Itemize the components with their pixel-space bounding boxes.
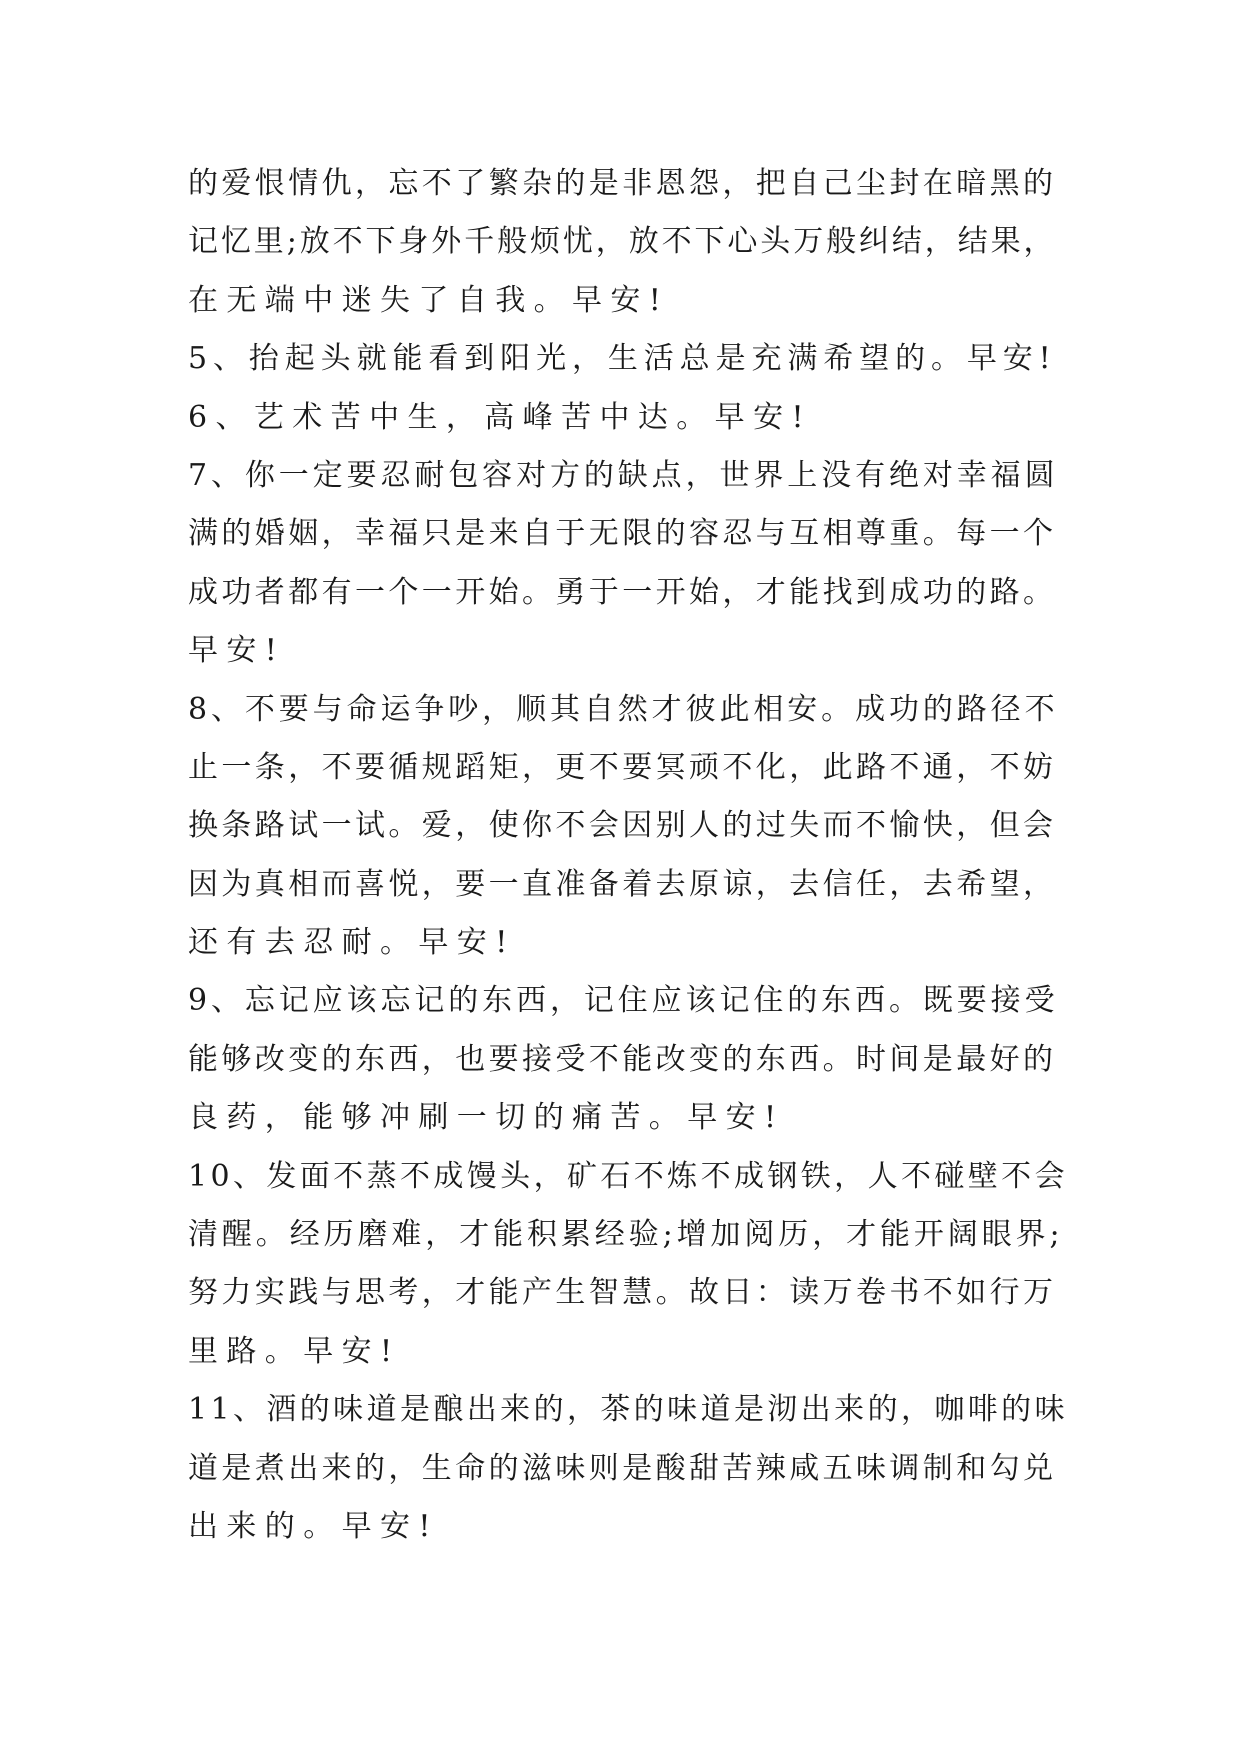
text-line: 清醒。经历磨难，才能积累经验;增加阅历，才能开阔眼界; <box>188 1217 1064 1253</box>
text-line: 5、抬起头就能看到阳光，生活总是充满希望的。早安! <box>188 341 1057 377</box>
text-line: 记忆里;放不下身外千般烦忧，放不下心头万般纠结，结果， <box>188 224 1057 260</box>
document-body <box>188 155 1068 1556</box>
text-line: 出来的。早安! <box>188 1508 439 1544</box>
text-line: 在无端中迷失了自我。早安! <box>188 282 670 318</box>
text-line: 8、不要与命运争吵，顺其自然才彼此相安。成功的路径不 <box>188 691 1059 727</box>
text-line: 努力实践与思考，才能产生智慧。故日：读万卷书不如行万 <box>188 1275 1057 1311</box>
text-line: 止一条，不要循规蹈矩，更不要冥顽不化，此路不通，不妨 <box>188 749 1057 785</box>
text-line: 9、忘记应该忘记的东西，记住应该记住的东西。既要接受 <box>188 983 1059 1019</box>
text-line: 11、酒的味道是酿出来的，茶的味道是沏出来的，咖啡的味 <box>188 1392 1068 1428</box>
text-line: 能够改变的东西，也要接受不能改变的东西。时间是最好的 <box>188 1041 1057 1077</box>
text-line: 换条路试一试。爱，使你不会因别人的过失而不愉快，但会 <box>188 808 1057 844</box>
text-line: 道是煮出来的，生命的滋味则是酸甜苦辣咸五味调制和勾兑 <box>188 1450 1057 1486</box>
text-line: 的爱恨情仇，忘不了繁杂的是非恩怨，把自己尘封在暗黑的 <box>188 166 1057 201</box>
text-line: 7、你一定要忍耐包容对方的缺点，世界上没有绝对幸福圆 <box>188 457 1059 493</box>
text-line: 良药，能够冲刷一切的痛苦。早安! <box>188 1100 785 1136</box>
text-line: 6、艺术苦中生，高峰苦中达。早安! <box>188 399 812 435</box>
text-line: 满的婚姻，幸福只是来自于无限的容忍与互相尊重。每一个 <box>188 516 1057 552</box>
text-line: 成功者都有一个一开始。勇于一开始，才能找到成功的路。 <box>188 574 1057 610</box>
text-line: 10、发面不蒸不成馒头，矿石不炼不成钢铁，人不碰壁不会 <box>188 1158 1068 1194</box>
text-line: 早安! <box>188 633 286 669</box>
text-line: 因为真相而喜悦，要一直准备着去原谅，去信任，去希望， <box>188 866 1057 902</box>
text-line: 还有去忍耐。早安! <box>188 925 516 961</box>
text-line: 里路。早安! <box>188 1333 401 1369</box>
